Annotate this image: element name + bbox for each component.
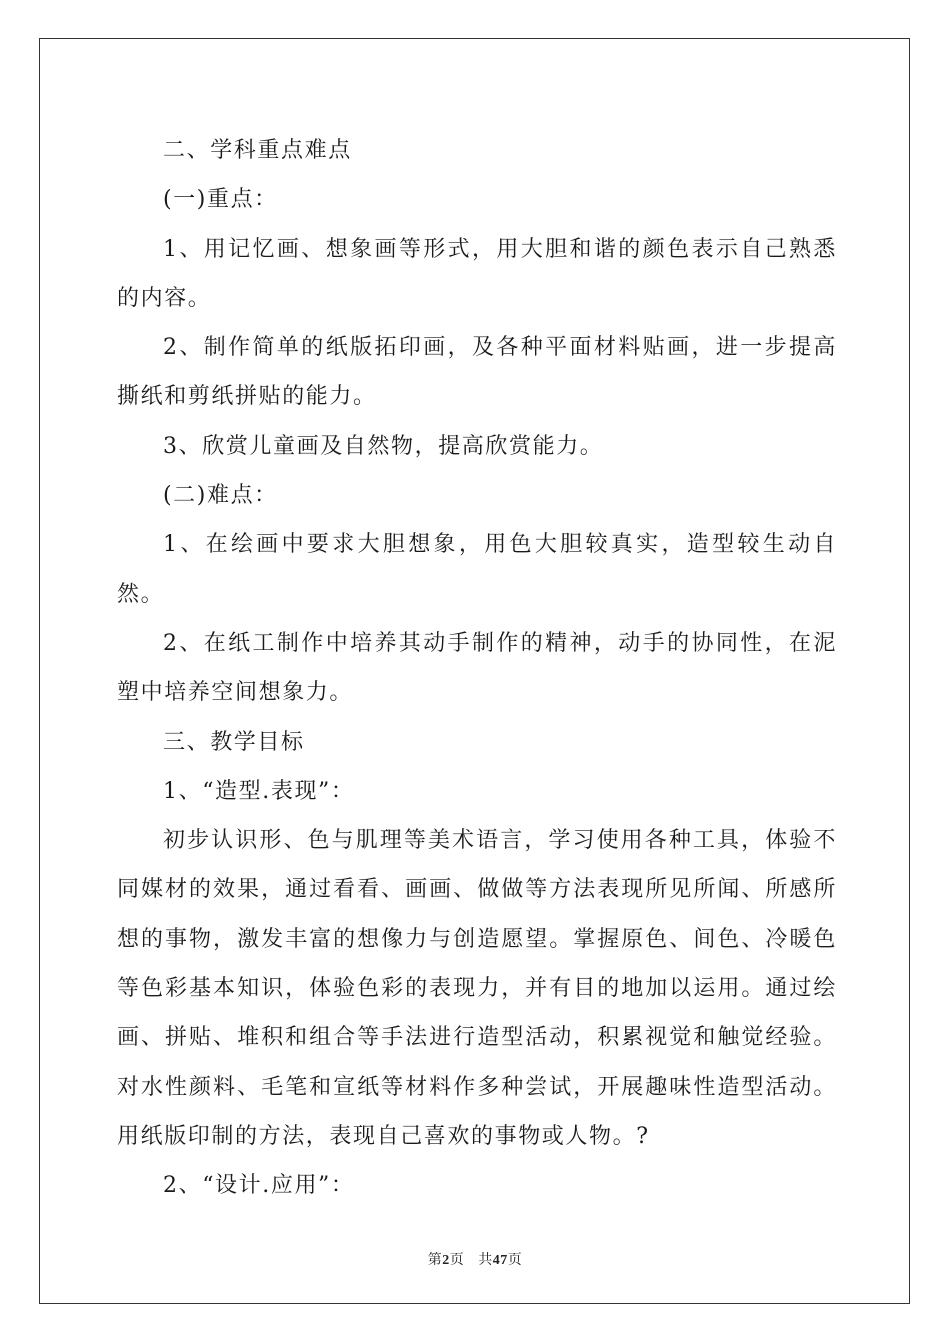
footer-page-prefix: 第	[427, 1253, 443, 1268]
footer-total-prefix: 共	[478, 1253, 493, 1268]
key-point-2: 2、制作简单的纸版拓印画，及各种平面材料贴画，进一步提高撕纸和剪纸拼贴的能力。	[117, 335, 837, 410]
subheading-difficulties: (二)难点：	[163, 483, 278, 509]
goal-1-body: 初步认识形、色与肌理等美术语言，学习使用各种工具，体验不同媒材的效果，通过看看、画画、做做等方法表现所见所闻、所感所想的事物，激发丰富的想像力与创造愿望。掌握原色、间色、冷暖色等色彩基本知识，体验色彩的表现力，并有目的地加以运用。通过绘画、拼贴、堆积和组合等手法进行造型活动，积累视觉和触觉经验。对水性颜料、毛笔和宣纸等材料作多种尝试，开展趣味性造型活动。用纸版印制的方法，表现自己喜欢的事物或人物。?	[117, 828, 837, 1149]
page-footer	[0, 1249, 950, 1269]
difficulty-2: 2、在纸工制作中培养其动手制作的精神，动手的协同性，在泥塑中培养空间想象力。	[117, 630, 837, 706]
section-heading-teaching-goals: 三、教学目标	[163, 729, 305, 755]
goal-2-heading: 2、“设计.应用”：	[163, 1173, 355, 1199]
subheading-key-points: (一)重点：	[163, 187, 278, 213]
goal-1-heading: 1、“造型.表现”：	[163, 778, 355, 804]
document-body	[117, 126, 837, 1211]
key-point-3: 3、欣赏儿童画及自然物，提高欣赏能力。	[163, 433, 604, 459]
footer-page-suffix: 页	[449, 1253, 465, 1268]
footer-total-pages: 47	[492, 1253, 508, 1268]
section-heading-key-difficulties: 二、学科重点难点	[163, 138, 352, 163]
difficulty-1: 1、在绘画中要求大胆想象，用色大胆较真实，造型较生动自然。	[117, 532, 837, 607]
footer-total-suffix: 页	[507, 1253, 523, 1268]
key-point-1: 1、用记忆画、想象画等形式，用大胆和谐的颜色表示自己熟悉的内容。	[117, 236, 837, 311]
footer-page-number: 2	[442, 1253, 450, 1268]
